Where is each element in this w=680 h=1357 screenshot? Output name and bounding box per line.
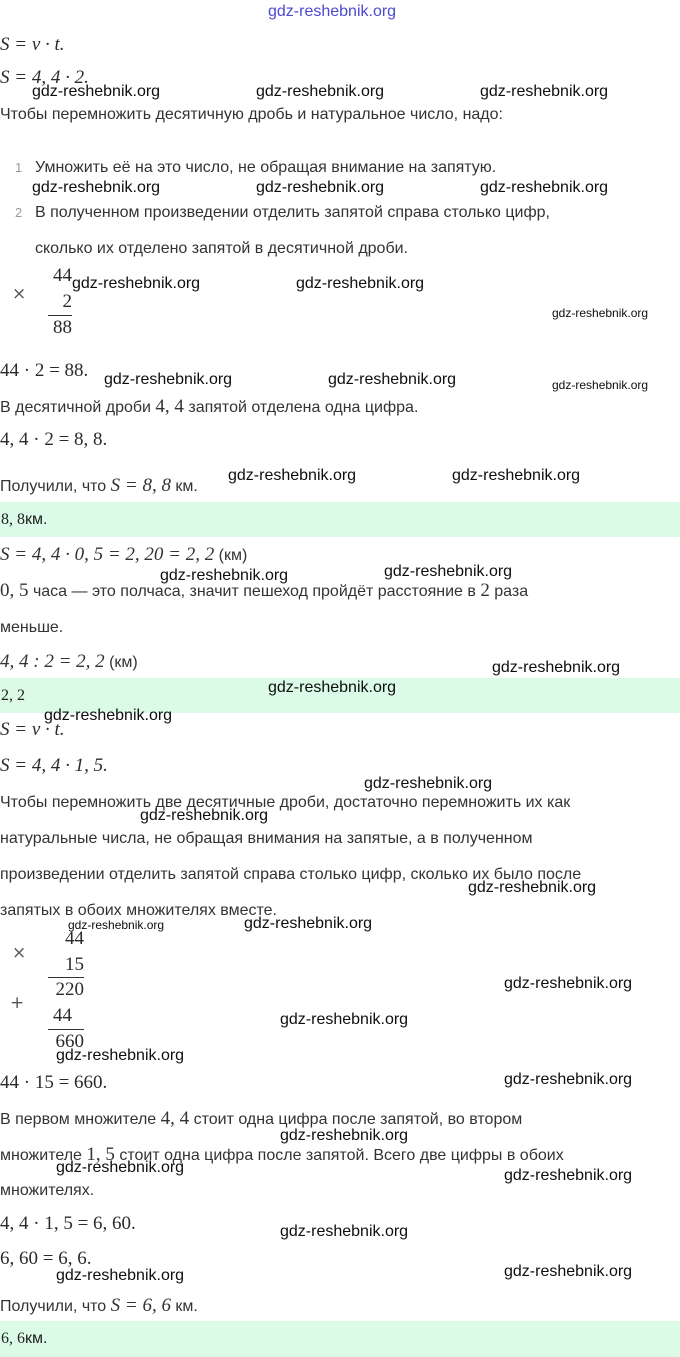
- text: Получили, что: [0, 478, 111, 495]
- formula-44x15-660: [0, 1072, 107, 1094]
- plus-sign: +: [10, 993, 25, 1013]
- math-value: 4, 4: [160, 1108, 190, 1129]
- text: множителе: [0, 1147, 87, 1164]
- site-watermark: gdz-reshebnik.org: [504, 1263, 633, 1280]
- step-text-continued: сколько их отделено запятой в десятичной дроби.: [35, 240, 408, 257]
- math-value: 0, 5: [0, 580, 29, 601]
- answer-box: [0, 1321, 680, 1357]
- conclusion: [0, 475, 198, 498]
- site-watermark: gdz-reshebnik.org: [256, 179, 385, 196]
- site-watermark: gdz-reshebnik.org: [228, 467, 357, 484]
- text: запятой отделена одна цифра.: [183, 399, 419, 416]
- step-text: В полученном произведении отделить запятой справа столько цифр,: [35, 204, 550, 221]
- formula-text: 6, 60 = 6, 6.: [0, 1248, 92, 1269]
- formula-s-44x2: S = 4, 4 · 2.: [0, 67, 89, 88]
- formula-s-vt: S = v · t.: [0, 34, 65, 55]
- step-number: 1: [15, 160, 23, 175]
- math-value: S = 4, 4 · 0, 5 = 2, 20 = 2, 2: [0, 544, 215, 565]
- site-watermark: gdz-reshebnik.org: [504, 1167, 633, 1184]
- formula-44x2-88: [0, 360, 88, 382]
- math-value: S = 6, 6: [110, 1295, 171, 1316]
- site-watermark: gdz-reshebnik.org: [296, 275, 425, 292]
- site-watermark: gdz-reshebnik.org: [552, 306, 649, 320]
- site-watermark: gdz-reshebnik.org: [32, 83, 161, 100]
- formula-text: 44 · 15 = 660.: [0, 1072, 108, 1093]
- step-number: 2: [15, 205, 23, 220]
- site-watermark: gdz-reshebnik.org: [452, 467, 581, 484]
- rule-intro: Чтобы перемножить десятичную дробь и натуральное число, надо:: [0, 106, 503, 123]
- formula-text: 4, 4 · 1, 5 = 6, 60.: [0, 1213, 136, 1234]
- rule-line: запятых в обоих множителях вместе.: [0, 902, 277, 919]
- site-watermark: gdz-reshebnik.org: [364, 775, 493, 792]
- conclusion: [0, 1295, 198, 1318]
- site-watermark: gdz-reshebnik.org: [256, 83, 385, 100]
- math-value: 4, 4: [155, 396, 184, 417]
- site-watermark-top: gdz-reshebnik.org: [268, 3, 397, 20]
- text: часа — это полчаса, значит пешеход пройдёт расстояние в: [28, 583, 481, 600]
- formula-result-6-60: [0, 1213, 136, 1235]
- formula-text: 4, 4 · 2 = 8, 8.: [0, 429, 108, 450]
- site-watermark: gdz-reshebnik.org: [552, 378, 649, 392]
- site-watermark: gdz-reshebnik.org: [32, 179, 161, 196]
- rule-line: произведении отделить запятой справа столько цифр, сколько их было после: [0, 866, 582, 883]
- half-hour-explanation-continued: меньше.: [0, 619, 64, 636]
- formula-result-8-8: [0, 429, 107, 451]
- site-watermark: gdz-reshebnik.org: [480, 179, 609, 196]
- text: В первом множителе: [0, 1111, 161, 1128]
- multiplier: 2: [62, 291, 72, 312]
- text: В десятичной дроби: [0, 399, 156, 416]
- partial-product: 44: [53, 1005, 72, 1026]
- site-watermark: gdz-reshebnik.org: [280, 1011, 409, 1028]
- math-value: 1, 5: [86, 1144, 115, 1165]
- product: 660: [55, 1031, 84, 1052]
- text: стоит одна цифра после запятой. Всего две цифры в обоих: [114, 1147, 564, 1164]
- rule-line: Чтобы перемножить две десятичные дроби, достаточно перемножить их как: [0, 794, 571, 811]
- comma-note: [0, 1108, 522, 1131]
- rule-line: натуральные числа, не обращая внимания на запятые, а в полученном: [0, 830, 533, 847]
- math-value: 2: [480, 580, 490, 601]
- site-watermark: gdz-reshebnik.org: [44, 707, 173, 724]
- multiplicand: 44: [65, 928, 84, 949]
- formula-division: [0, 651, 138, 674]
- text: км.: [170, 478, 198, 495]
- site-watermark: gdz-reshebnik.org: [268, 679, 397, 696]
- multiply-sign: ×: [12, 284, 27, 304]
- site-watermark: gdz-reshebnik.org: [328, 371, 457, 388]
- multiply-sign: ×: [12, 943, 27, 963]
- math-value: 4, 4 : 2 = 2, 2: [0, 651, 105, 672]
- site-watermark: gdz-reshebnik.org: [504, 975, 633, 992]
- multiplier: 15: [65, 954, 84, 975]
- text: км.: [170, 1298, 198, 1315]
- answer-value: 6, 6: [1, 1330, 25, 1347]
- column-bar: [48, 1029, 84, 1030]
- site-watermark: gdz-reshebnik.org: [244, 915, 373, 932]
- site-watermark: gdz-reshebnik.org: [104, 371, 233, 388]
- formula-s-44x15: S = 4, 4 · 1, 5.: [0, 755, 108, 776]
- math-value: S = 8, 8: [110, 475, 171, 496]
- formula-text: 44 · 2 = 88.: [0, 360, 89, 381]
- text: раза: [489, 583, 529, 600]
- site-watermark: gdz-reshebnik.org: [384, 563, 513, 580]
- answer-unit: км.: [25, 510, 48, 528]
- partial-product: 220: [55, 979, 84, 1000]
- answer-value: 2, 2: [1, 686, 25, 704]
- site-watermark: gdz-reshebnik.org: [72, 275, 201, 292]
- product: 88: [53, 317, 72, 338]
- site-watermark: gdz-reshebnik.org: [140, 807, 269, 824]
- answer-unit: км.: [25, 1330, 48, 1347]
- answer-value: 8, 8: [1, 510, 25, 528]
- site-watermark: gdz-reshebnik.org: [280, 1127, 409, 1144]
- site-watermark: gdz-reshebnik.org: [68, 918, 165, 932]
- answer-box: [0, 502, 680, 537]
- site-watermark: gdz-reshebnik.org: [468, 879, 597, 896]
- site-watermark: gdz-reshebnik.org: [480, 83, 609, 100]
- formula-s-vt: S = v · t.: [0, 719, 65, 740]
- site-watermark: gdz-reshebnik.org: [504, 1071, 633, 1088]
- site-watermark: gdz-reshebnik.org: [56, 1159, 185, 1176]
- site-watermark: gdz-reshebnik.org: [280, 1223, 409, 1240]
- site-watermark: gdz-reshebnik.org: [160, 567, 289, 584]
- site-watermark: gdz-reshebnik.org: [56, 1047, 185, 1064]
- site-watermark: gdz-reshebnik.org: [492, 659, 621, 676]
- unit: (км): [214, 547, 248, 564]
- text: Получили, что: [0, 1298, 111, 1315]
- text: стоит одна цифра после запятой, во втором: [189, 1111, 523, 1128]
- comma-note: [0, 396, 418, 419]
- step-text: Умножить её на это число, не обращая внимание на запятую.: [35, 159, 497, 176]
- formula-distance-half-hour: [0, 544, 247, 567]
- column-bar: [48, 315, 72, 316]
- unit: (км): [104, 654, 138, 671]
- site-watermark: gdz-reshebnik.org: [56, 1267, 185, 1284]
- multiplicand: 44: [53, 265, 72, 286]
- comma-note: множителях.: [0, 1182, 95, 1199]
- column-bar: [48, 977, 84, 978]
